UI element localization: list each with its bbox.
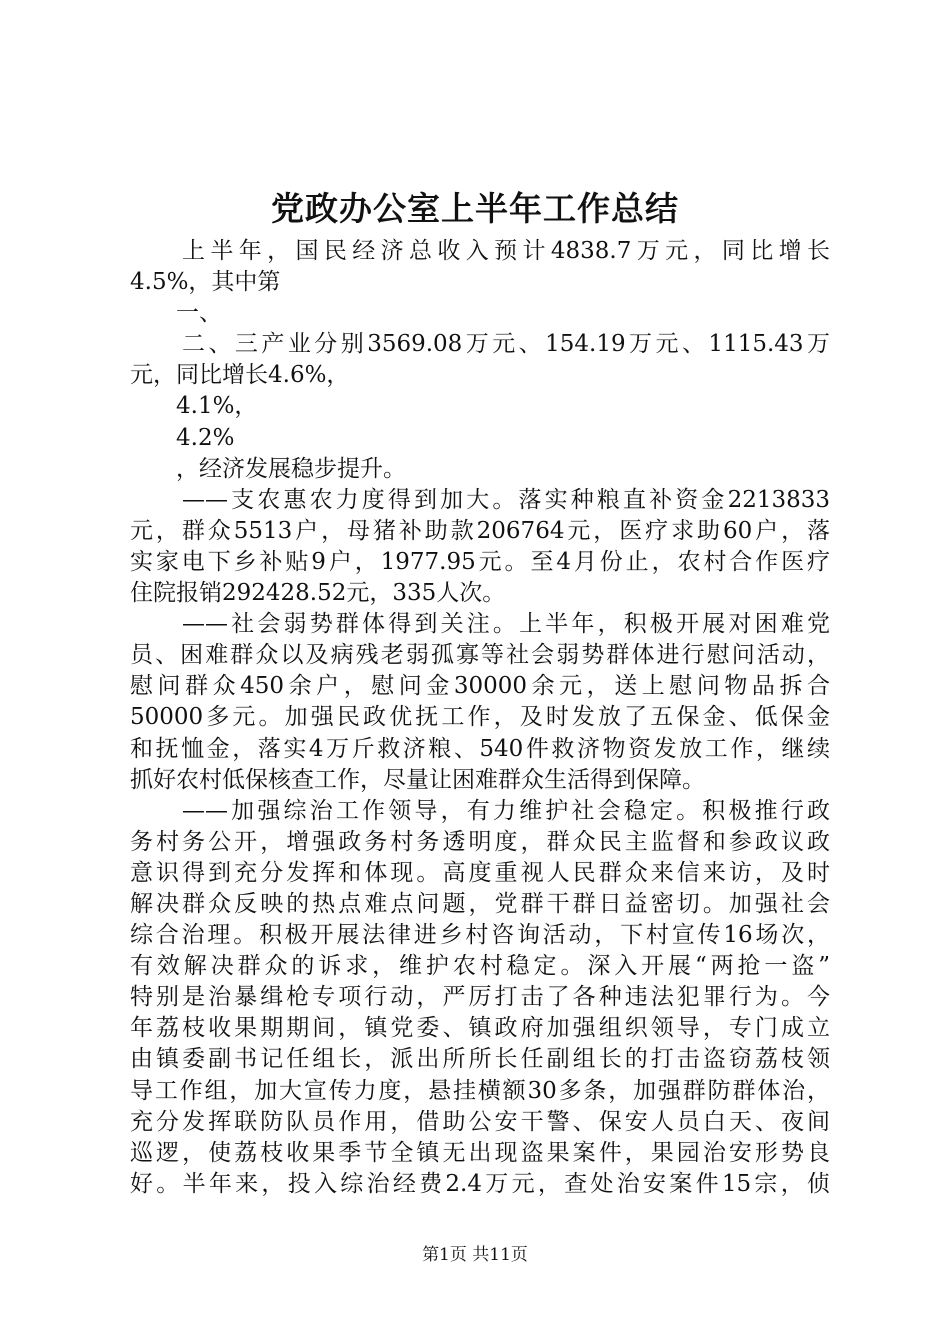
text-line: 50000多元。加强民政优抚工作，及时发放了五保金、低保金: [130, 704, 830, 731]
text-line: ——社会弱势群体得到关注。上半年，积极开展对困难党: [182, 611, 830, 638]
text-line: ，经济发展稳步提升。: [176, 455, 406, 482]
text-line: 和抚恤金，落实4万斤救济粮、540件救济物资发放工作，继续: [130, 735, 830, 762]
text-line: 导工作组，加大宣传力度，悬挂横额30多条，加强群防群体治，: [130, 1077, 830, 1104]
text-line: ——支农惠农力度得到加大。落实种粮直补资金2213833: [182, 486, 830, 513]
text-line: 上半年，国民经济总收入预计4838.7万元，同比增长: [182, 238, 830, 264]
text-line: 有效解决群众的诉求，维护农村稳定。深入开展“两抢一盗”: [130, 953, 830, 980]
text-line: 4.2%: [176, 424, 235, 451]
text-line: 由镇委副书记任组长，派出所所长任副组长的打击盗窃荔枝领: [130, 1046, 830, 1073]
text-line: 意识得到充分发挥和体现。高度重视人民群众来信来访，及时: [130, 859, 830, 886]
text-line: 二、三产业分别3569.08万元、154.19万元、1115.43万: [182, 331, 830, 358]
text-line: 元，同比增长4.6%，: [130, 362, 350, 389]
text-line: 充分发挥联防队员作用，借助公安干警、保安人员白天、夜间: [130, 1108, 830, 1135]
text-line: 抓好农村低保核查工作，尽量让困难群众生活得到保障。: [130, 766, 705, 793]
text-line: ——加强综治工作领导，有力维护社会稳定。积极推行政: [182, 797, 830, 824]
text-line: 4.1%，: [176, 393, 258, 420]
text-line: 住院报销292428.52元，335人次。: [130, 580, 506, 607]
text-line: 员、困难群众以及病残老弱孤寡等社会弱势群体进行慰问活动，: [130, 642, 830, 669]
text-line: 元，群众5513户，母猪补助款206764元，医疗求助60户，落: [130, 517, 830, 544]
document-body: [130, 236, 830, 1200]
text-line: 一、: [176, 300, 222, 327]
text-line: 解决群众反映的热点难点问题，党群干群日益密切。加强社会: [130, 890, 830, 917]
text-line: 4.5%，其中第: [130, 269, 281, 296]
text-line: 特别是治暴缉枪专项行动，严厉打击了各种违法犯罪行为。今: [130, 984, 830, 1011]
text-line: 实家电下乡补贴9户，1977.95元。至4月份止，农村合作医疗: [130, 548, 830, 575]
text-line: 慰问群众450余户，慰问金30000余元，送上慰问物品拆合: [130, 673, 830, 700]
document-title: 党政办公室上半年工作总结: [271, 189, 679, 228]
text-line: 综合治理。积极开展法律进乡村咨询活动，下村宣传16场次，: [130, 922, 830, 949]
text-line: 务村务公开，增强政务村务透明度，群众民主监督和参政议政: [130, 828, 830, 855]
text-line: 年荔枝收果期期间，镇党委、镇政府加强组织领导，专门成立: [130, 1015, 830, 1042]
text-line: 巡逻，使荔枝收果季节全镇无出现盗果案件，果园治安形势良: [130, 1139, 830, 1166]
text-line: 好。半年来，投入综治经费2.4万元，查处治安案件15宗，侦: [130, 1170, 830, 1197]
page-footer: 第1页 共11页: [422, 1245, 528, 1265]
